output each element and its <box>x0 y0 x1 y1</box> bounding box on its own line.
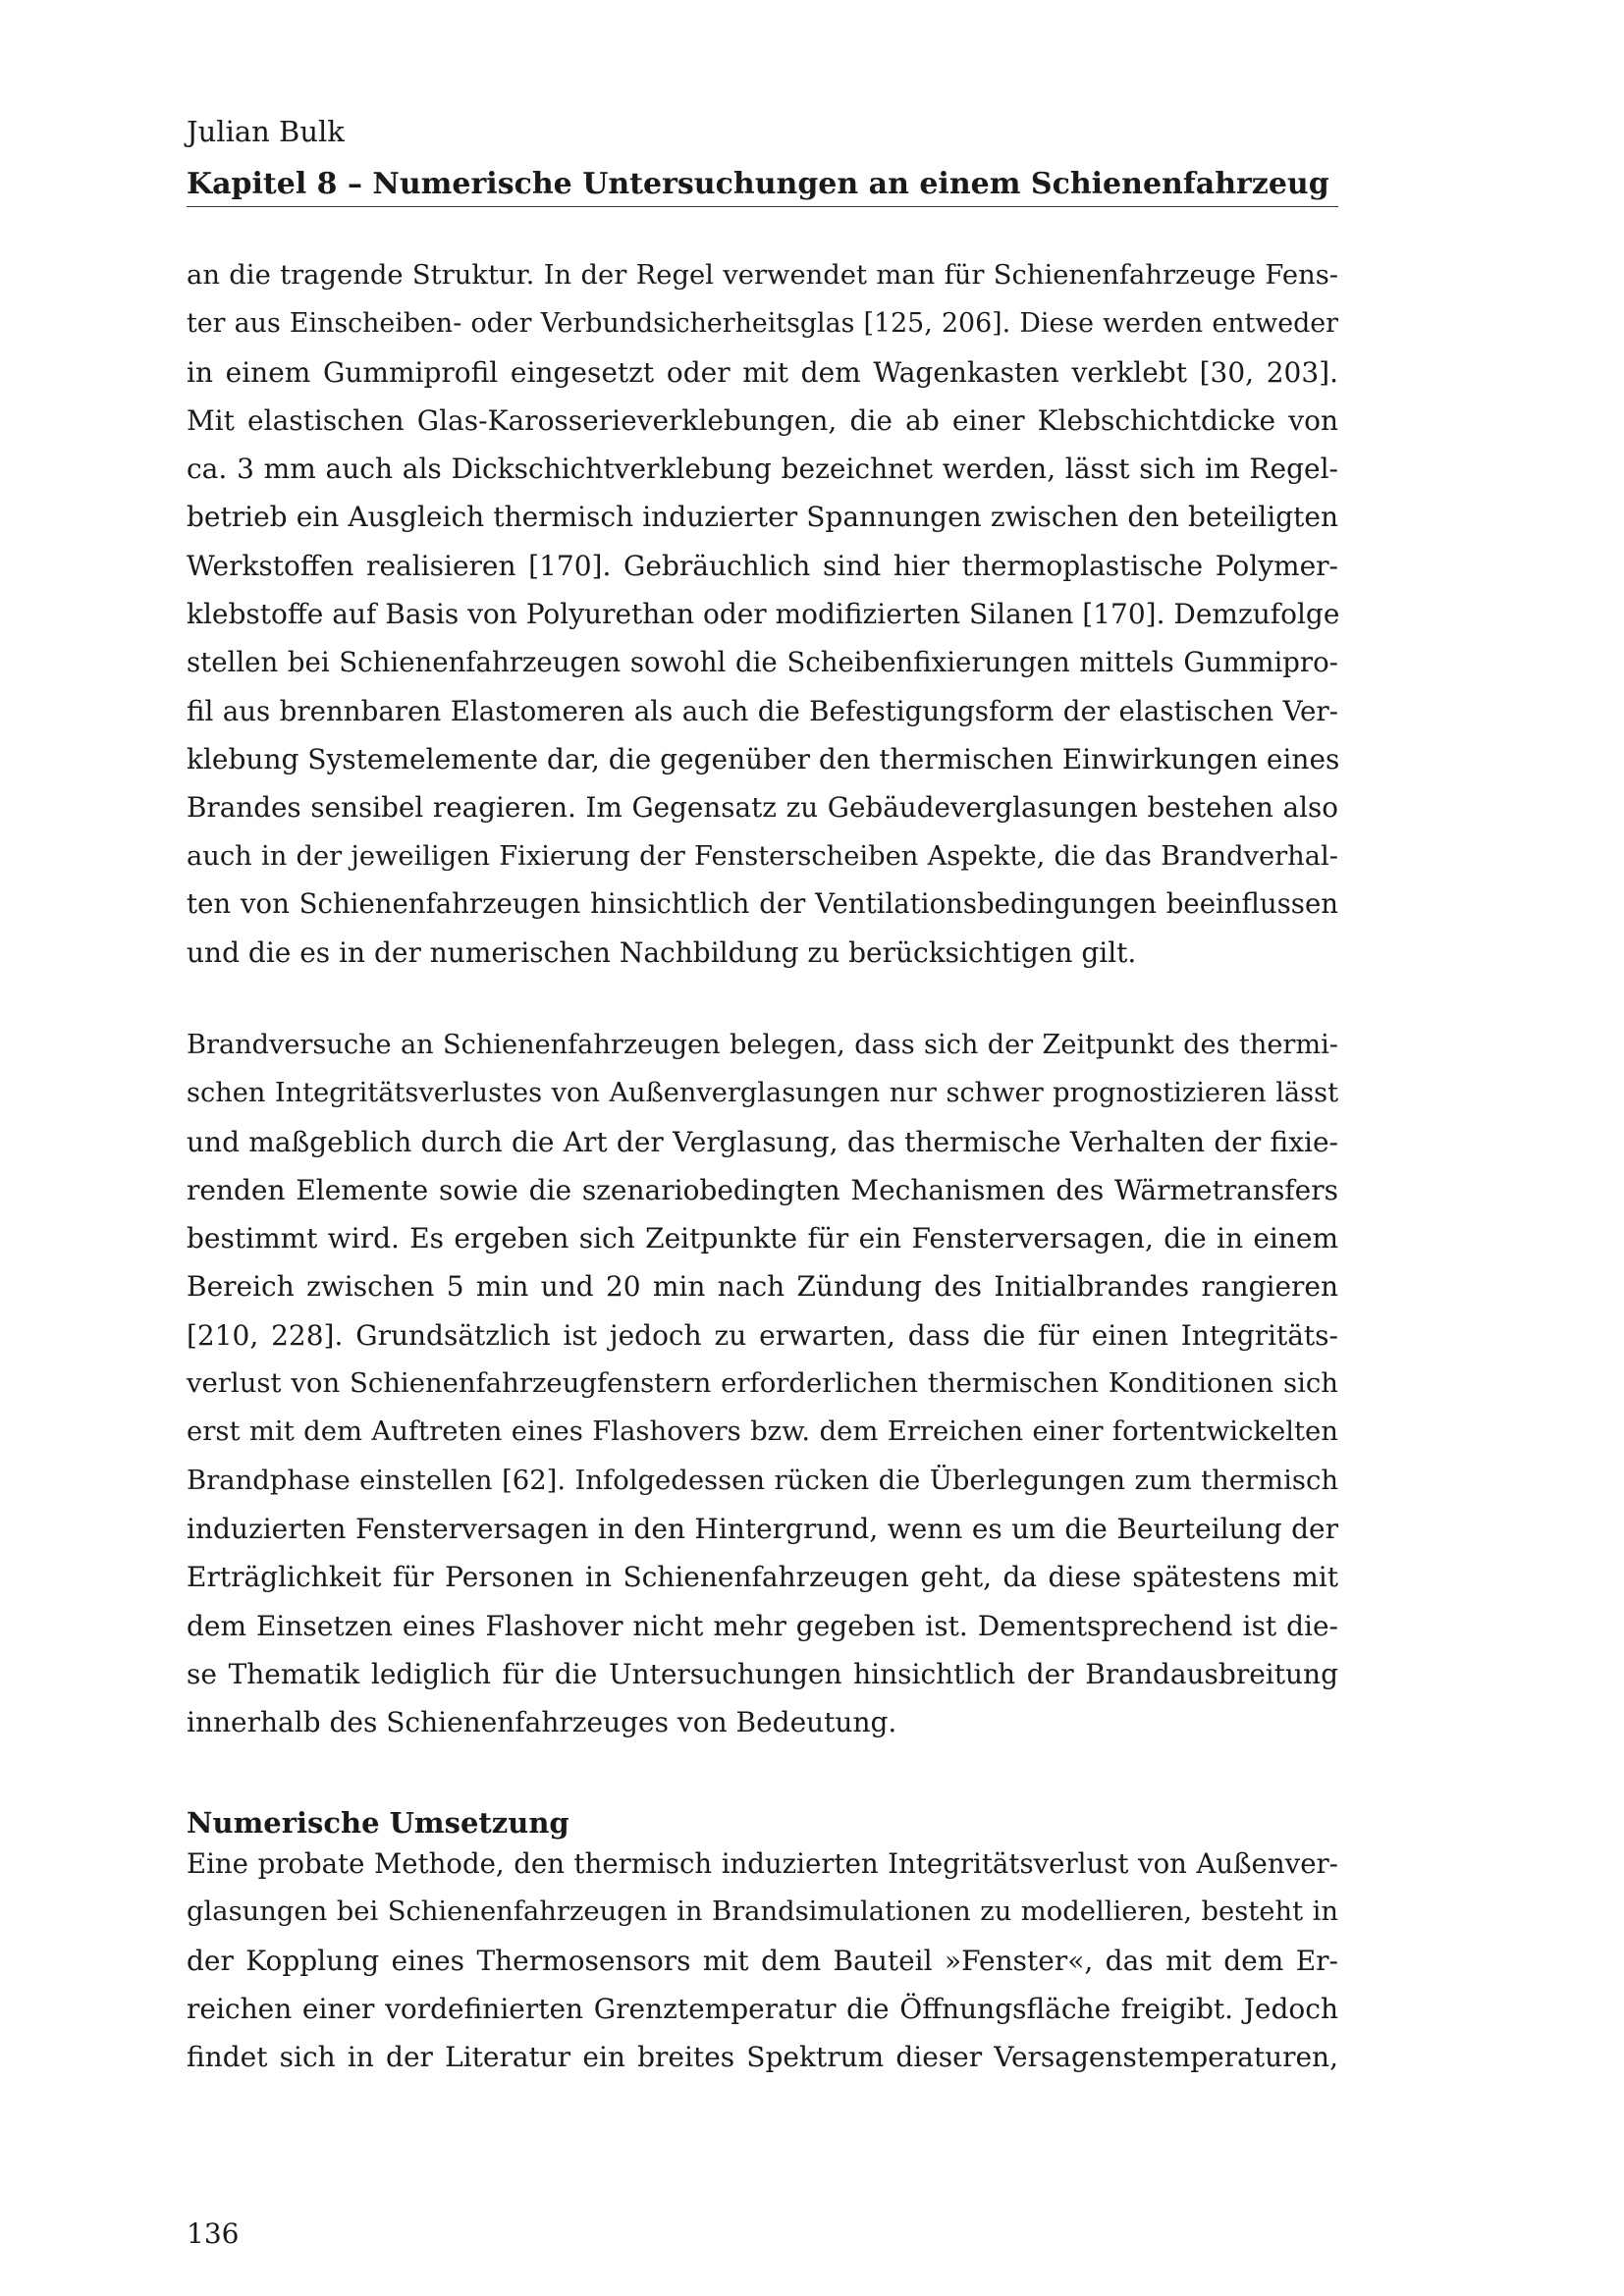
text-line: Bereich zwischen 5 min und 20 min nach Zündung des Initialbrandes rangieren <box>187 1270 1338 1304</box>
text-line: Brandversuche an Schienenfahrzeugen belegen, dass sich der Zeitpunkt des thermi- <box>187 1030 1338 1060</box>
body-paragraph-1 <box>187 251 1338 977</box>
text-line: Eine probate Methode, den thermisch induzierten Integritätsverlust von Außenver- <box>187 1847 1338 1880</box>
text-line: klebstoffe auf Basis von Polyurethan oder modifizierten Silanen [170]. Demzufolge <box>187 598 1340 631</box>
section-heading: Numerische Umsetzung <box>187 1806 569 1840</box>
text-line: fil aus brennbaren Elastomeren als auch die Befestigungsform der elastischen Ver- <box>187 694 1338 727</box>
text-line: und die es in der numerischen Nachbildung zu berücksichtigen gilt. <box>187 936 1137 970</box>
text-line: se Thematik lediglich für die Untersuchungen hinsichtlich der Brandausbreitung <box>187 1657 1338 1690</box>
text-line: Mit elastischen Glas-Karosserieverklebungen, die ab einer Klebschichtdicke von <box>187 403 1338 437</box>
text-line: schen Integritätsverlustes von Außenverglasungen nur schwer prognostizieren lässt <box>187 1078 1338 1109</box>
running-header-chapter: Kapitel 8 – Numerische Untersuchungen an einem Schienenfahrzeug <box>187 167 1329 201</box>
text-line: erst mit dem Auftreten eines Flashovers bzw. dem Erreichen einer fortentwickelten <box>187 1416 1338 1448</box>
text-line: Brandphase einstellen [62]. Infolgedessen rücken die Überlegungen zum thermisch <box>187 1465 1338 1496</box>
text-line: stellen bei Schienenfahrzeugen sowohl die Scheibenfixierungen mittels Gummipro- <box>187 646 1338 679</box>
text-line: Erträglichkeit für Personen in Schienenfahrzeugen geht, da diese spätestens mit <box>187 1561 1338 1594</box>
header-rule <box>187 206 1338 207</box>
text-line: ten von Schienenfahrzeugen hinsichtlich der Ventilationsbedingungen beeinflussen <box>187 887 1338 920</box>
text-line: klebung Systemelemente dar, die gegenüber den thermischen Einwirkungen eines <box>187 742 1340 775</box>
text-line: und maßgeblich durch die Art der Verglasung, das thermische Verhalten der fixie- <box>187 1125 1338 1158</box>
running-header-author: Julian Bulk <box>187 115 345 148</box>
section-paragraph <box>187 1840 1338 2081</box>
text-line: Brandes sensibel reagieren. Im Gegensatz zu Gebäudeverglasungen bestehen also <box>187 791 1338 825</box>
text-line: bestimmt wird. Es ergeben sich Zeitpunkte für ein Fensterversagen, die in einem <box>187 1222 1338 1255</box>
text-line: renden Elemente sowie die szenariobedingten Mechanismen des Wärmetransfers <box>187 1173 1338 1206</box>
text-line: [210, 228]. Grundsätzlich ist jedoch zu erwarten, dass die für einen Integritäts- <box>187 1318 1338 1352</box>
text-line: in einem Gummiprofil eingesetzt oder mit dem Wagenkasten verklebt [30, 203]. <box>187 355 1338 389</box>
text-line: innerhalb des Schienenfahrzeuges von Bedeutung. <box>187 1706 897 1739</box>
text-line: an die tragende Struktur. In der Regel verwendet man für Schienenfahrzeuge Fens- <box>187 260 1338 291</box>
text-line: betrieb ein Ausgleich thermisch induzierter Spannungen zwischen den beteiligten <box>187 501 1338 534</box>
text-line: auch in der jeweiligen Fixierung der Fensterscheiben Aspekte, die das Brandverhal- <box>187 840 1338 872</box>
text-line: verlust von Schienenfahrzeugfenstern erforderlichen thermischen Konditionen sich <box>187 1367 1338 1400</box>
text-line: dem Einsetzen eines Flashover nicht mehr gegeben ist. Dementsprechend ist die- <box>187 1609 1338 1642</box>
text-line: Werkstoffen realisieren [170]. Gebräuchlich sind hier thermoplastische Polymer- <box>187 549 1338 582</box>
body-paragraph-2 <box>187 1021 1338 1746</box>
text-line: induzierten Fensterversagen in den Hintergrund, wenn es um die Beurteilung der <box>187 1512 1338 1545</box>
text-line: der Kopplung eines Thermosensors mit dem Bauteil »Fenster«, das mit dem Er- <box>187 1944 1338 1977</box>
text-line: findet sich in der Literatur ein breites Spektrum dieser Versagenstemperaturen, <box>187 2041 1338 2074</box>
text-line: ter aus Einscheiben- oder Verbundsicherheitsglas [125, 206]. Diese werden entweder <box>187 308 1338 340</box>
text-line: ca. 3 mm auch als Dickschichtverklebung bezeichnet werden, lässt sich im Regel- <box>187 453 1338 486</box>
text-line: glasungen bei Schienenfahrzeugen in Brandsimulationen zu modellieren, besteht in <box>187 1896 1338 1928</box>
text-line: reichen einer vordefinierten Grenztemperatur die Öffnungsfläche freigibt. Jedoch <box>187 1992 1338 2025</box>
page-number: 136 <box>187 2217 240 2250</box>
